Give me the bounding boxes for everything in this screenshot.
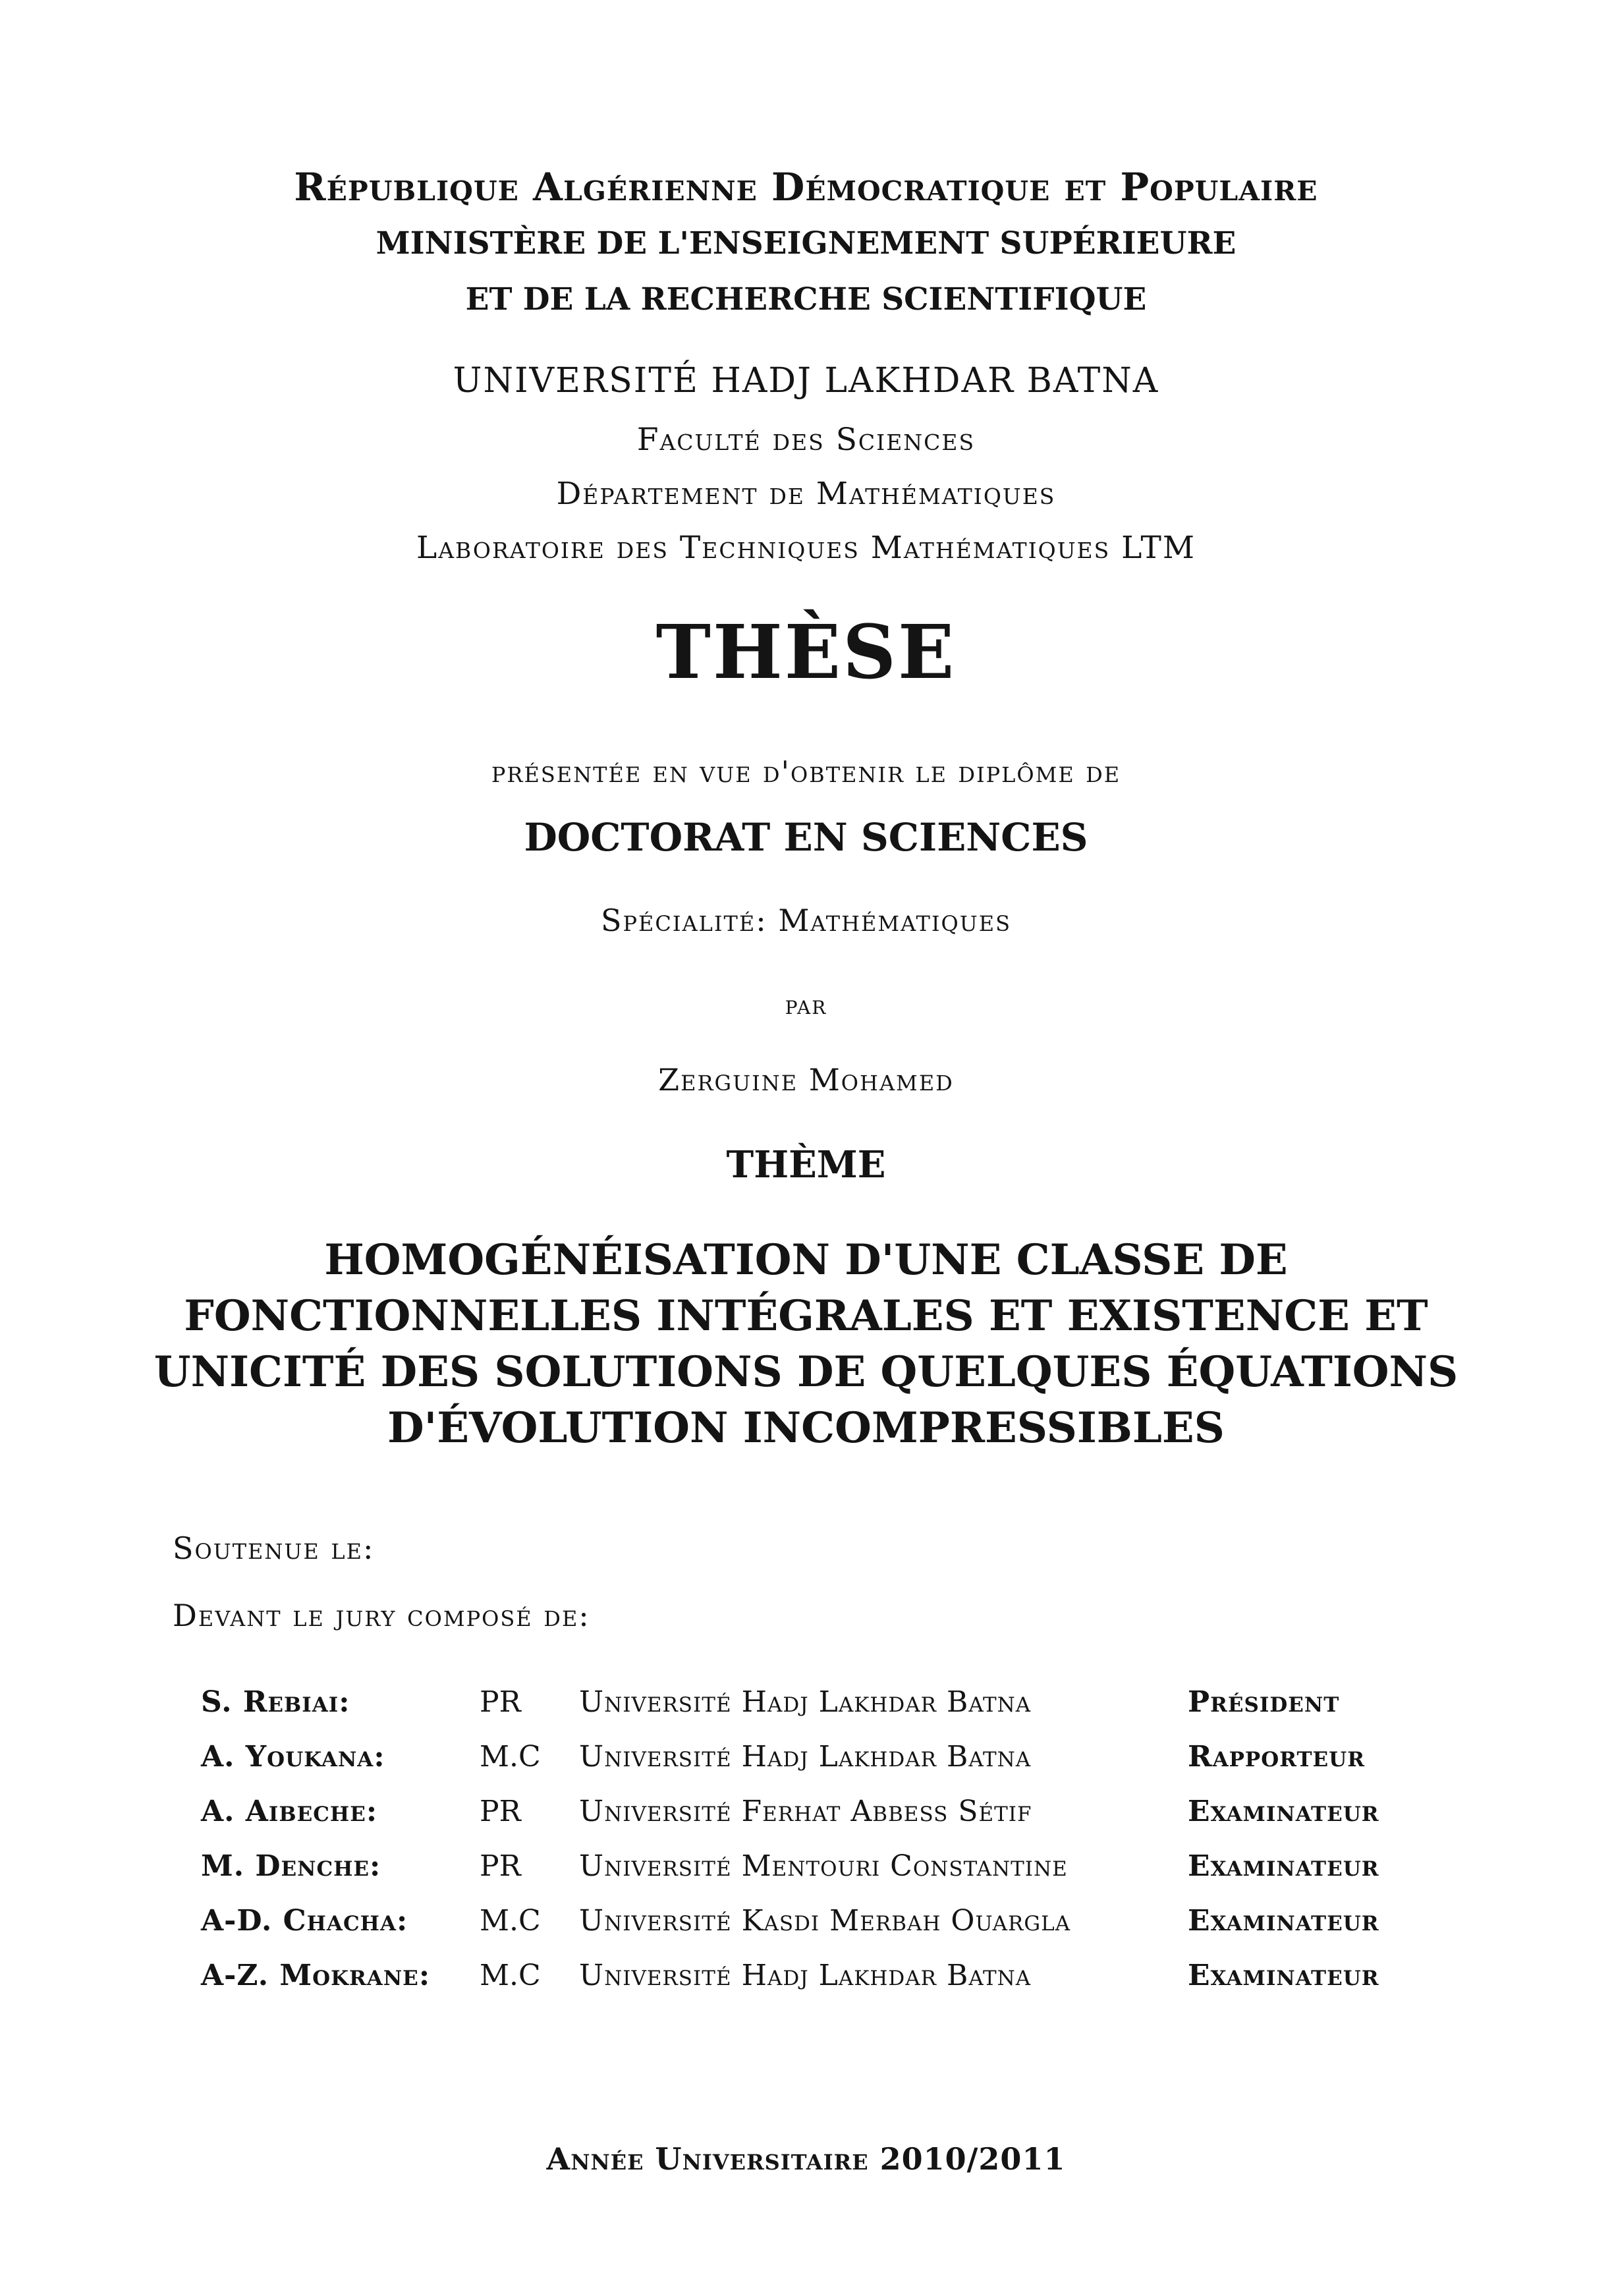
jury-member-grade: PR [480,1849,521,1883]
thesis-title-line: FONCTIONNELLES INTÉGRALES ET EXISTENCE ET [184,1291,1428,1341]
jury-member-grade: PR [480,1685,521,1719]
jury-member-university: Université Mentouri Constantine [579,1849,1068,1883]
jury-row [201,1740,1453,1795]
university-name: UNIVERSITÉ HADJ LAKHDAR BATNA [453,361,1159,401]
ministry-heading-line2: ET DE LA RECHERCHE SCIENTIFIQUE [465,281,1147,318]
academic-year: Année Universitaire 2010/2011 [546,2141,1066,2177]
presented-for-text: présentée en vue d'obtenir le diplôme de [491,754,1121,789]
thesis-title [0,1232,1612,1456]
thesis-title-line: D'ÉVOLUTION INCOMPRESSIBLES [387,1403,1225,1453]
specialty-text: Spécialité: Mathématiques [600,903,1011,938]
jury-member-grade: PR [480,1795,521,1828]
jury-member-name: A-D. Chacha: [201,1904,408,1938]
jury-member-name: S. Rebiai: [201,1685,350,1719]
jury-member-grade: M.C [480,1904,541,1938]
defense-date-label: Soutenue le: [173,1530,375,1566]
jury-member-role: Rapporteur [1188,1740,1365,1774]
jury-row [201,1685,1453,1740]
jury-member-grade: M.C [480,1740,541,1774]
document-type-heading: THÈSE [655,609,957,696]
jury-intro-label: Devant le jury composé de: [173,1598,590,1633]
jury-table [201,1685,1453,2013]
jury-member-role: Examinateur [1188,1904,1379,1938]
ministry-heading-line1: MINISTÈRE DE L'ENSEIGNEMENT SUPÉRIEURE [375,225,1237,262]
department-name: Département de Mathématiques [556,476,1056,512]
jury-row [201,1849,1453,1904]
jury-row [201,1959,1453,2013]
jury-row [201,1904,1453,1959]
jury-member-university: Université Hadj Lakhdar Batna [579,1740,1032,1774]
author-name: Zerguine Mohamed [658,1062,954,1098]
jury-member-role: Examinateur [1188,1795,1379,1828]
thesis-title-line: UNICITÉ DES SOLUTIONS DE QUELQUES ÉQUATIONS [153,1347,1459,1397]
jury-row [201,1795,1453,1849]
jury-member-name: A. Youkana: [201,1740,385,1774]
jury-member-university: Université Hadj Lakhdar Batna [579,1959,1032,1992]
jury-member-role: Président [1188,1685,1340,1719]
by-text: par [785,990,827,1021]
jury-member-role: Examinateur [1188,1959,1379,1992]
jury-member-name: A. Aibeche: [201,1795,378,1828]
theme-heading: THÈME [726,1143,886,1187]
jury-member-name: M. Denche: [201,1849,381,1883]
jury-member-university: Université Hadj Lakhdar Batna [579,1685,1032,1719]
jury-member-university: Université Ferhat Abbess Sétif [579,1795,1032,1828]
degree-name: DOCTORAT EN SCIENCES [524,815,1088,860]
thesis-title-line: HOMOGÉNÉISATION D'UNE CLASSE DE [324,1235,1288,1285]
jury-member-name: A-Z. Mokrane: [201,1959,431,1992]
laboratory-name: Laboratoire des Techniques Mathématiques LTM [416,530,1196,566]
jury-member-university: Université Kasdi Merbah Ouargla [579,1904,1071,1938]
republic-heading: République Algérienne Démocratique et Populaire [294,165,1318,210]
jury-member-grade: M.C [480,1959,541,1992]
jury-member-role: Examinateur [1188,1849,1379,1883]
faculty-name: Faculté des Sciences [636,422,976,458]
